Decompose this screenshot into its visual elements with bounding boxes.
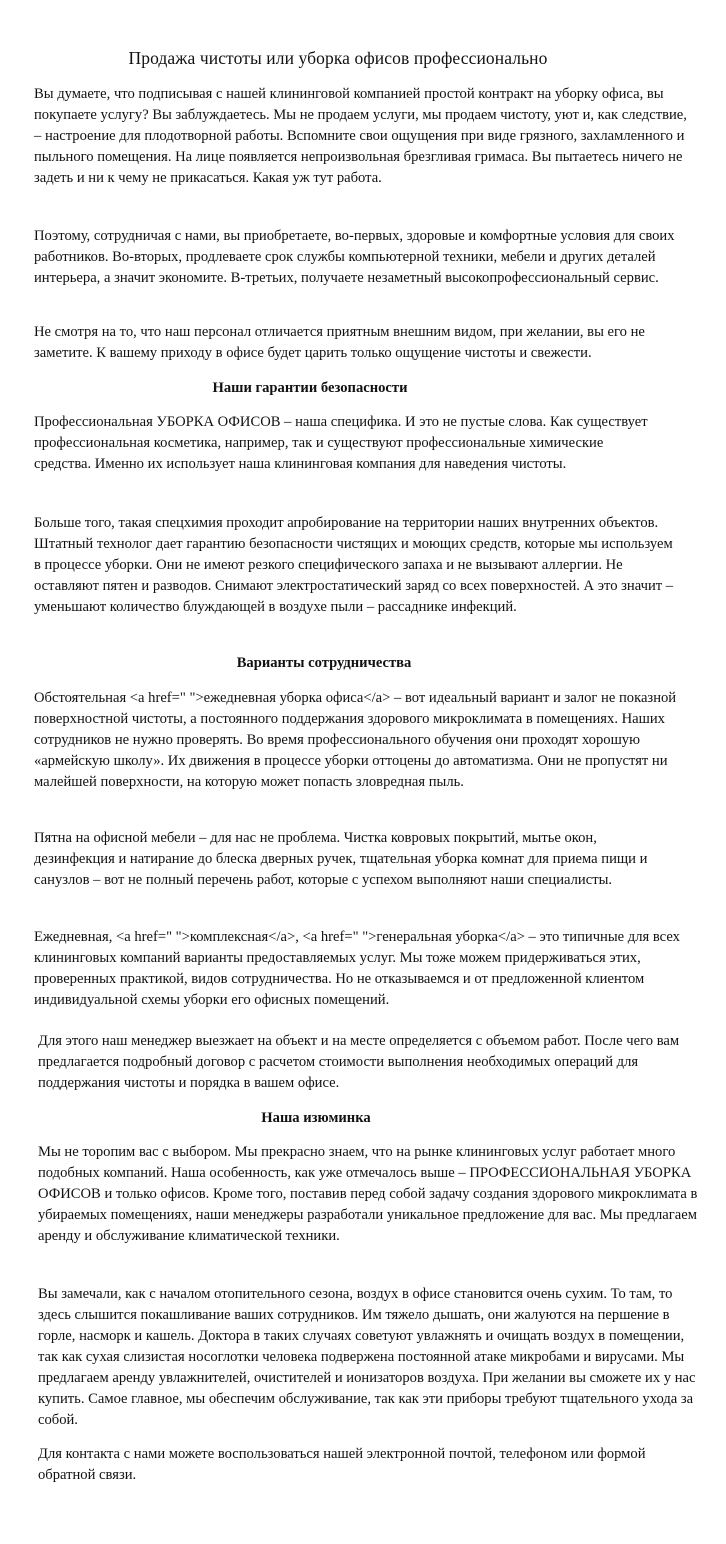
paragraph-professional-chemicals: Профессиональная УБОРКА ОФИСОВ – наша специфика. И это не пустые слова. Как существует профессиональная косметика, например, так и существуют профессиональные химические средства. Именно их использует наша клининговая компания для наведения чистоты.	[34, 414, 648, 472]
heading-cooperation-options: Варианты сотрудничества	[236, 655, 412, 671]
paragraph-daily-cleaning: Обстоятельная <a href=" ">ежедневная уборка офиса</a> – вот идеальный вариант и залог не показной поверхностной чистоты, а постоянного поддержания здорового микроклимата в помещениях. Наших сотрудников не нужно проверять. Во время профессионального обучения они проходят хорошую «армейскую школу». Их движения в процессе уборки оттоцены до автоматизма. Они не пропустят ни малейшей поверхности, на которую может попасть зловредная пыль.	[34, 690, 677, 790]
paragraph-cleaning-types: Ежедневная, <a href=" ">комплексная</a>, <a href=" ">генеральная уборка</a> – это типичные для всех клининговых компаний варианты предоставляемых услуг. Мы тоже можем придерживаться этих, проверенных практикой, видов сотрудничества. Но не отказываемся и от предложенной клиентом индивидуальной схемы уборки его офисных помещений.	[34, 929, 680, 1008]
heading-highlight: Наша изюминка	[261, 1110, 371, 1126]
paragraph-dry-air: Вы замечали, как с началом отопительного сезона, воздух в офисе становится очень сухим. То там, то здесь слышится покашливание ваших сотрудников. Им тяжело дышать, они жалуются на першение в горле, насморк и кашель. Доктора в таких случаях советуют увлажнять и очищать воздух в помещении, так как сухая слизистая носоглотки человека подвержена постоянной атаке микробами и вирусами. Мы предлагаем аренду увлажнителей, очистителей и ионизаторов воздуха. При желании вы сможете их у нас купить. Самое главное, мы обеспечим обслуживание, так как эти приборы требуют тщательного ухода за собой.	[38, 1286, 696, 1428]
paragraph-chemicals-testing: Больше того, такая спецхимия проходит апробирование на территории наших внутренних объектов. Штатный технолог дает гарантию безопасности чистящих и моющих средств, которые мы используем в процессе уборки. Они не имеют резкого специфического запаха и не вызывают аллергии. Не оставляют пятен и разводов. Снимают электростатический заряд со всех поверхностей. А это значит – уменьшают количество блуждающей в воздухе пыли – рассаднике инфекций.	[34, 515, 674, 615]
paragraph-staff: Не смотря на то, что наш персонал отличается приятным внешним видом, при желании, вы его не заметите. К вашему приходу в офисе будет царить только ощущение чистоты и свежести.	[34, 324, 645, 361]
document-title: Продажа чистоты или уборка офисов профессионально	[128, 48, 548, 68]
paragraph-our-feature: Мы не торопим вас с выбором. Мы прекрасно знаем, что на рынке клининговых услуг работает много подобных компаний. Наша особенность, как уже отмечалось выше – ПРОФЕССИОНАЛЬНАЯ УБОРКА ОФИСОВ и только офисов. Кроме того, поставив перед собой задачу создания здорового микроклимата в убираемых помещениях, наши менеджеры разработали уникальное предложение для вас. Мы предлагаем аренду и обслуживание климатической техники.	[38, 1144, 698, 1244]
paragraph-stains: Пятна на офисной мебели – для нас не проблема. Чистка ковровых покрытий, мытье окон, дезинфекция и натирание до блеска дверных ручек, тщательная уборка комнат для приема пищи и санузлов – вот не полный перечень работ, которые с успехом выполняют наши специалисты.	[34, 830, 648, 888]
paragraph-manager-visit: Для этого наш менеджер выезжает на объект и на месте определяется с объемом работ. После чего вам предлагается подробный договор с расчетом стоимости выполнения необходимых операций для поддержания чистоты и порядка в вашем офисе.	[38, 1033, 680, 1091]
paragraph-contact: Для контакта с нами можете воспользоваться нашей электронной почтой, телефоном или формой обратной связи.	[38, 1446, 646, 1483]
heading-safety-guarantees: Наши гарантии безопасности	[212, 380, 408, 396]
paragraph-intro: Вы думаете, что подписывая с нашей клининговой компанией простой контракт на уборку офиса, вы покупаете услугу? Вы заблуждаетесь. Мы не продаем услуги, мы продаем чистоту, уют и, как следствие, – настроение для плодотворной работы. Вспомните свои ощущения при виде грязного, захламленного и пыльного помещения. На лице появляется непроизвольная брезгливая гримаса. Вы пытаетесь ничего не задеть и ни к чему не прикасаться. Какая уж тут работа.	[34, 86, 687, 186]
paragraph-benefits: Поэтому, сотрудничая с нами, вы приобретаете, во-первых, здоровые и комфортные условия для своих работников. Во-вторых, продлеваете срок службы компьютерной техники, мебели и других деталей интерьера, а значит экономите. В-третьих, получаете незаметный высокопрофессиональный сервис.	[34, 228, 675, 286]
